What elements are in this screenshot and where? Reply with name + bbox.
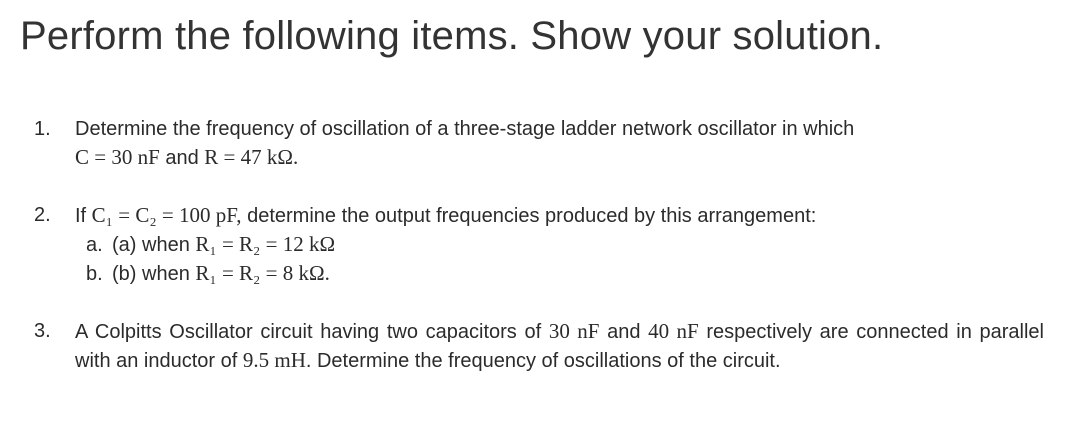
subitem-b-text: (b) when — [112, 263, 196, 285]
question-2-capacitance: C₁ = C₂ = 100 pF, — [91, 203, 242, 227]
question-1-resistance: R = 47 kΩ. — [204, 145, 299, 169]
question-1-text: Determine the frequency of oscillation of a three-stage ladder network oscillator in which — [75, 118, 855, 140]
subitem-a-resistance: R₁ = R₂ = 12 kΩ — [195, 232, 336, 256]
question-3-capacitor-1: 30 nF — [548, 319, 600, 343]
question-2 — [34, 201, 1044, 230]
question-2-prefix: If — [75, 205, 92, 227]
question-3-text-a: A Colpitts Oscillator circuit having two capacitors of — [75, 321, 549, 343]
question-2-subitem-a — [86, 230, 335, 259]
subitem-b-resistance: R₁ = R₂ = 8 kΩ. — [195, 261, 330, 285]
subitem-b-letter: b. — [86, 263, 103, 285]
question-1-number: 1. — [34, 118, 51, 140]
subitem-a-letter: a. — [86, 234, 103, 256]
question-2-body — [75, 201, 1044, 230]
question-2-number: 2. — [34, 204, 51, 226]
question-2-text: determine the output frequencies produced by this arrangement: — [241, 205, 817, 227]
question-1-conjunction: and — [159, 147, 205, 169]
question-3-body — [75, 317, 1044, 375]
page-heading: Perform the following items. Show your solution. — [20, 14, 884, 58]
question-3-inductor: 9.5 mH — [242, 348, 306, 372]
question-3-capacitor-2: 40 nF — [648, 319, 699, 343]
question-2-subitem-b — [86, 259, 335, 288]
question-1 — [34, 115, 1044, 172]
question-3-number: 3. — [34, 320, 51, 342]
question-3 — [34, 317, 1044, 375]
question-3-text-b: and — [599, 321, 649, 343]
question-1-body — [75, 115, 1044, 172]
question-3-text-d: . Determine the frequency of oscillations of the circuit. — [305, 350, 781, 372]
question-1-capacitance: C = 30 nF — [75, 145, 160, 169]
question-2-subitems — [86, 230, 335, 288]
question-3-text-c: respectively are connected in parallel with an inductor of — [75, 321, 1044, 372]
subitem-a-text: (a) when — [112, 234, 196, 256]
